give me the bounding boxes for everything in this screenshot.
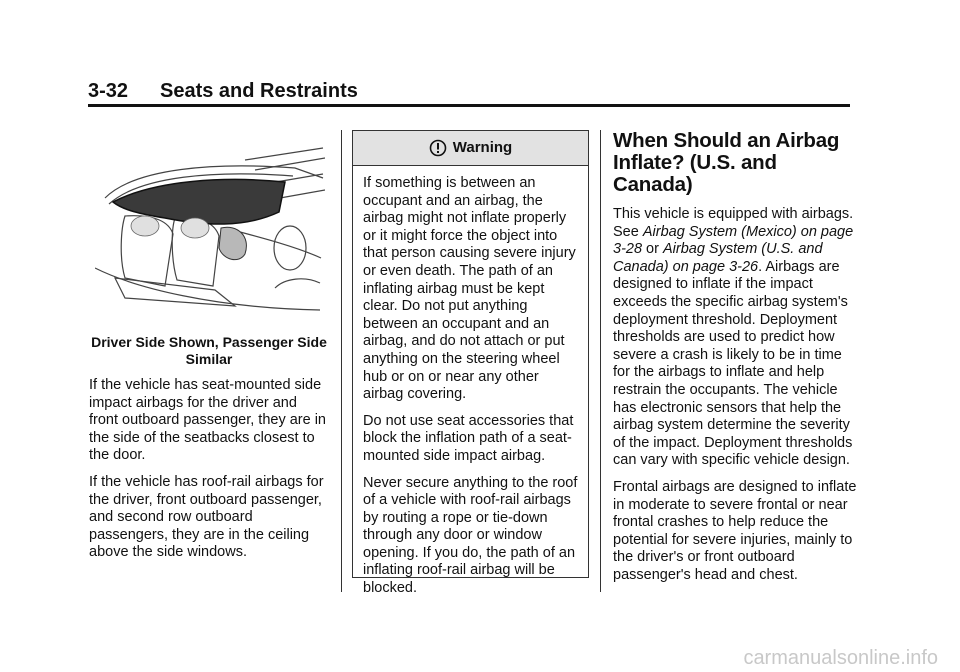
car-interior-drawing [95,138,325,316]
right-paragraph-2: Frontal airbags are designed to inflate in moderate to severe frontal or near frontal crashes to help reduce the potential for severe injuries, mainly to the driver's or front outboard passenger's head and chest. [613,478,857,583]
warning-body [353,166,588,598]
p1-text-3: . Airbags are designed to inflate if the impact exceeds the specific airbag system's deployment threshold. Deployment thresholds are used to predict how severe a crash is likely to be in time for the airbags to inflate and help restrain the occupants. The vehicle has electronic sensors that help the airbag system determine the severity of the impact. Deployment thresholds can vary with specific vehicle design. [613,258,853,469]
warning-icon [429,139,447,157]
left-paragraph-1: If the vehicle has seat-mounted side impact airbags for the driver and front outboard passenger, they are in the side of the seatbacks closest to the door. [89,377,326,464]
warning-header [353,131,588,166]
page-number: 3-32 [88,80,129,102]
watermark: carmanualsonline.info [743,647,938,669]
warning-box [352,130,589,597]
left-column [89,130,329,571]
p1-text-2: or [642,241,663,258]
header-rule [88,104,850,107]
warning-title: Warning [452,139,513,157]
p1-text-1: This vehicle is equipped with airbags. See [613,206,854,240]
left-paragraph-2: If the vehicle has roof-rail airbags for the driver, front outboard passenger, and second row outboard passengers, they are in the ceiling above the side windows. [89,473,324,561]
right-paragraph-1 [613,206,858,470]
section-title: Seats and Restraints [160,80,358,102]
section-heading: When Should an Airbag Inflate? (U.S. and Canada) [613,129,840,196]
figure-caption: Driver Side Shown, Passenger Side Similar [91,334,327,367]
ref-airbag-us-canada[interactable]: Airbag System (U.S. and Canada) on page 3-26 [613,241,823,275]
right-column [613,130,858,593]
warning-paragraph-2: Do not use seat accessories that block the inflation path of a seat-mounted side impact airbag. [363,412,574,464]
warning-paragraph-3: Never secure anything to the roof of a vehicle with roof-rail airbags by routing a rope or tie-down through any door or window opening. If you do, the path of an inflating roof-rail airbag will be blocked. [363,474,578,597]
airbag-illustration [95,138,325,316]
column-divider-right [600,130,601,592]
warning-paragraph-1: If something is between an occupant and an airbag, the airbag might not inflate properly or it might force the object into that person causing severe injury or even death. The path of an inflating airbag must be kept clear. Do not put anything between an occupant and an airbag, and do not attach or put anything on the steering wheel hub or on or near any other airbag covering. [363,175,576,403]
column-divider-left [341,130,342,592]
ref-airbag-mexico[interactable]: Airbag System (Mexico) on page 3-28 [613,223,854,258]
page-header [88,80,358,103]
